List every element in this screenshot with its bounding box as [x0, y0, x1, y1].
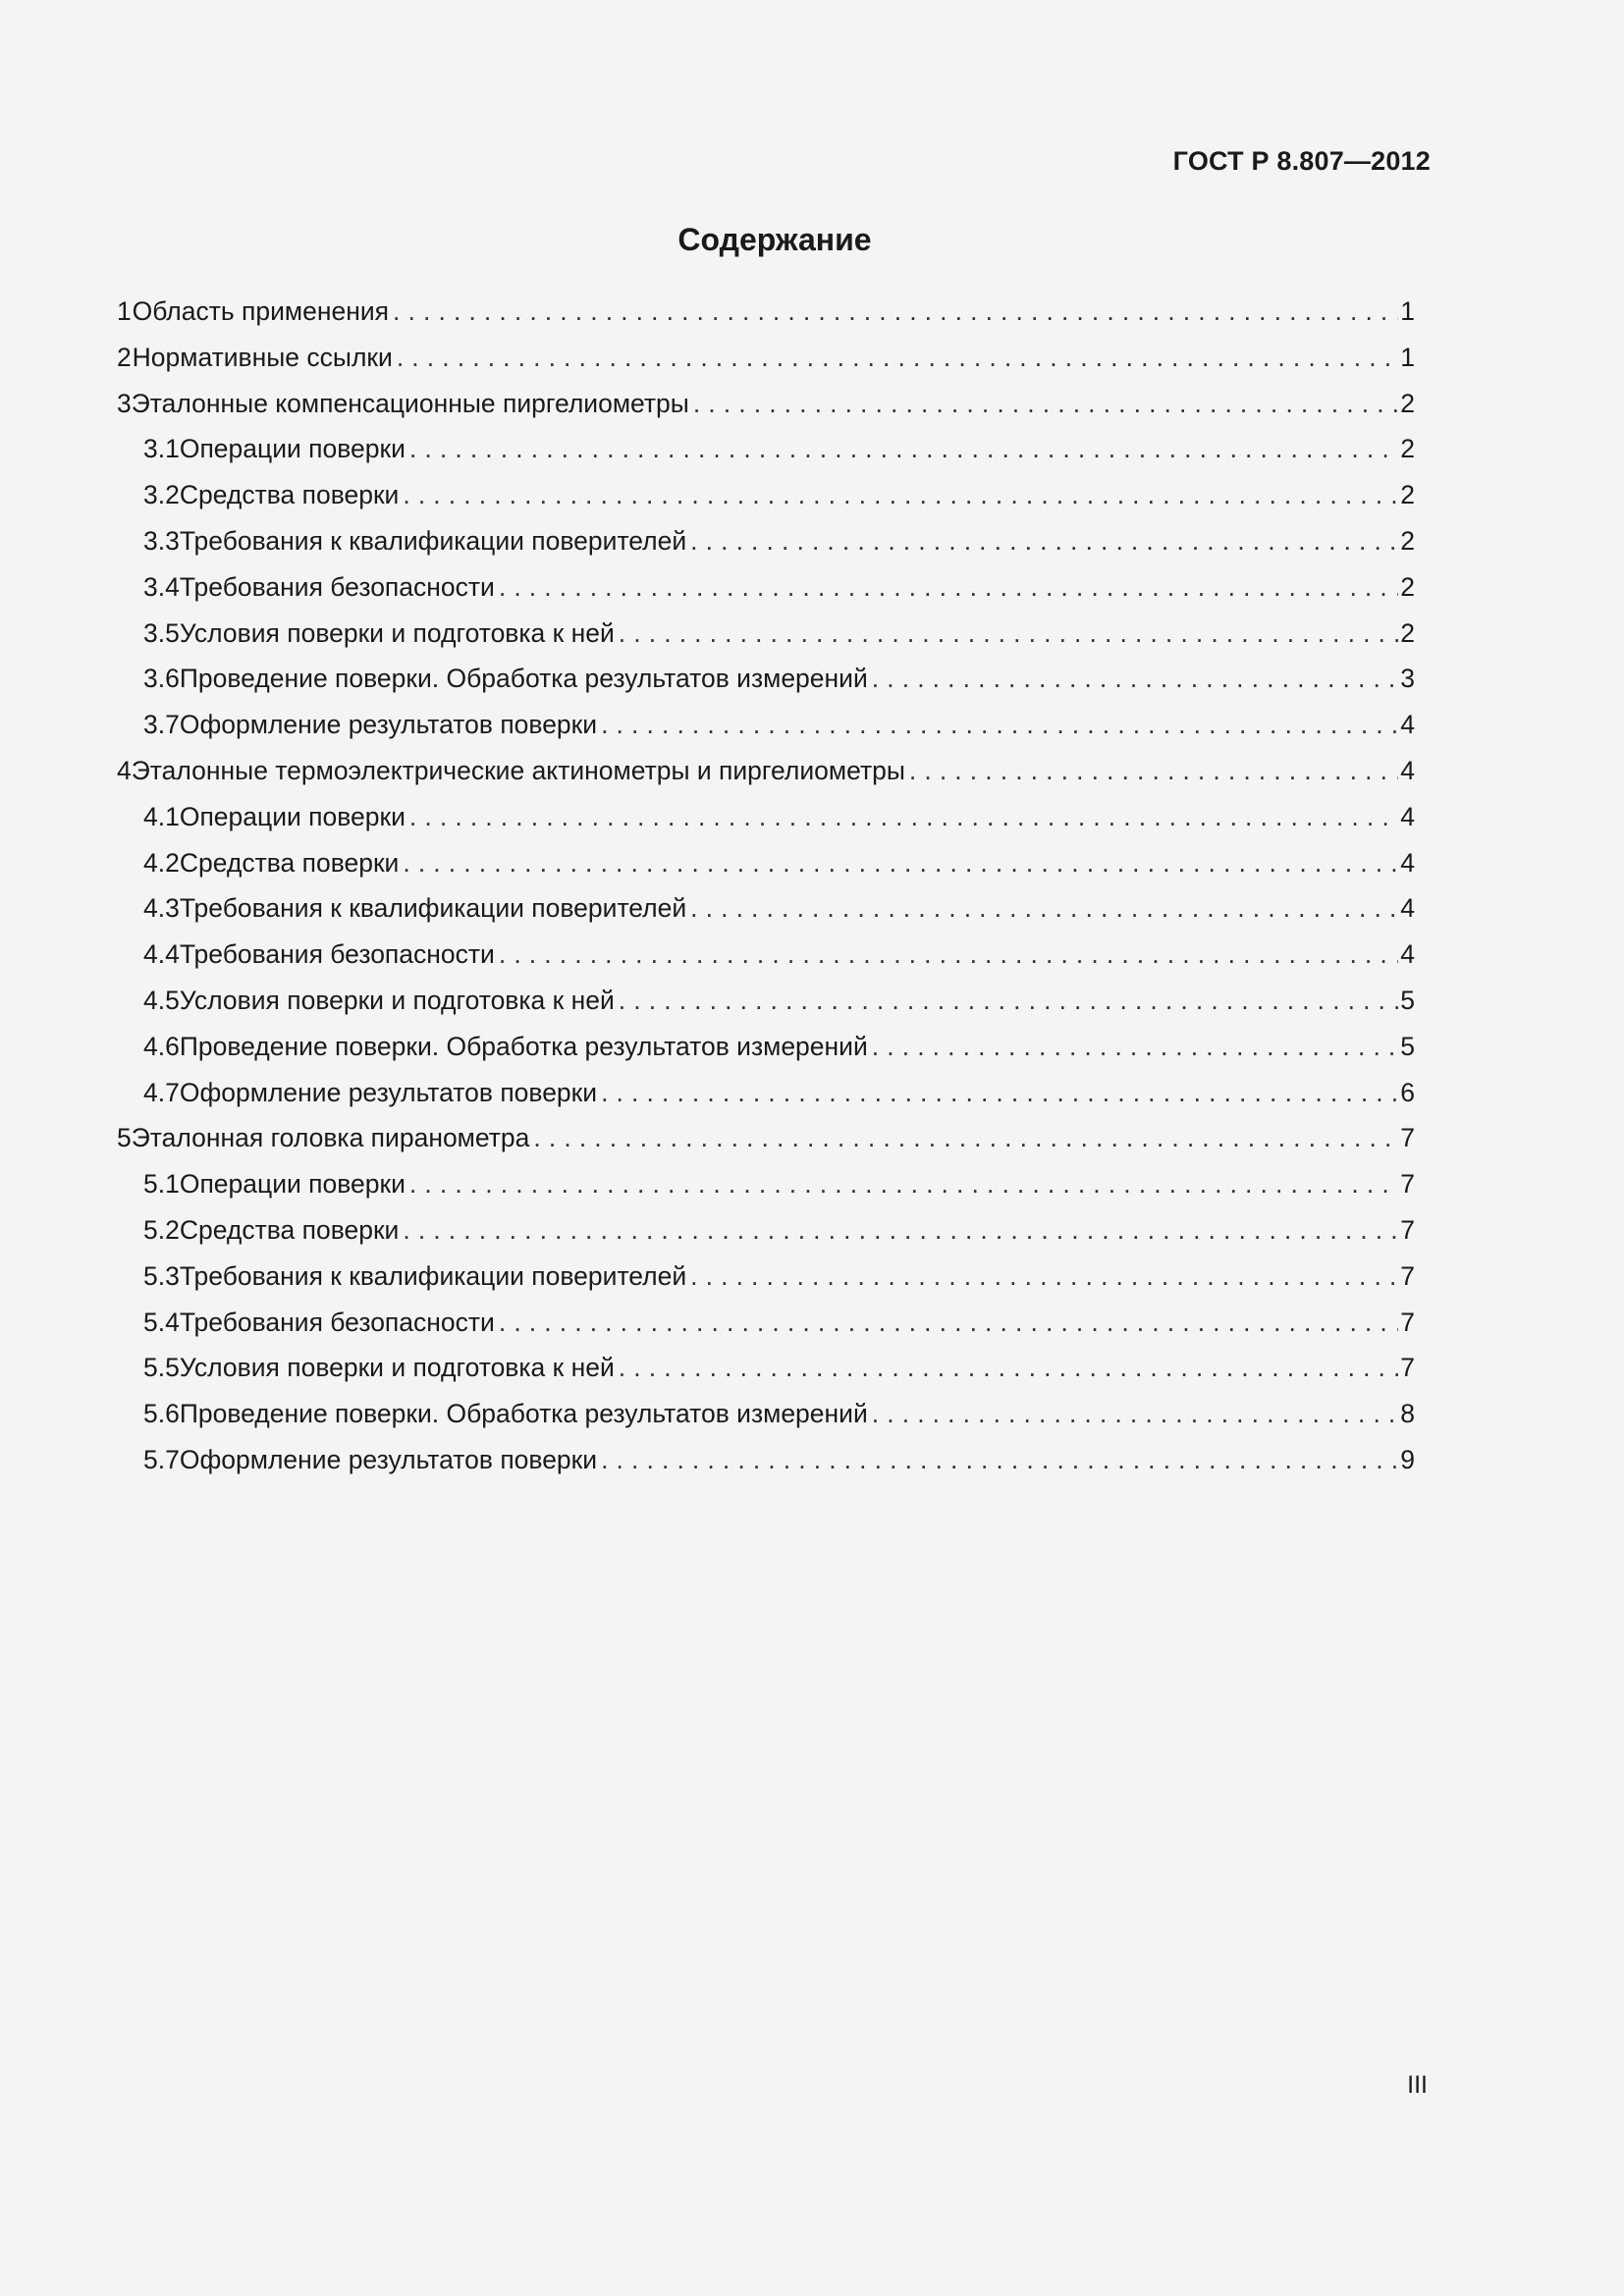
toc-entry-page: 2: [1400, 525, 1415, 556]
toc-entry-number: 5.7: [143, 1444, 180, 1474]
toc-entry[interactable]: [117, 480, 1415, 526]
toc-entry-page: 2: [1400, 571, 1415, 602]
toc-entry[interactable]: [117, 756, 1415, 802]
toc-entry[interactable]: [117, 618, 1415, 665]
toc-dot-leader: [406, 434, 1398, 464]
toc-dot-leader: [597, 710, 1398, 740]
toc-dot-leader: [868, 664, 1398, 694]
toc-entry-title: Оформление результатов поверки: [179, 1444, 598, 1474]
toc-entry[interactable]: [117, 893, 1415, 939]
toc-dot-leader: [686, 1261, 1398, 1292]
toc-dot-leader: [597, 1445, 1398, 1475]
toc-entry-title: Проведение поверки. Обработка результатов измерений: [179, 1399, 868, 1429]
toc-entry-number: 3.2: [143, 480, 180, 510]
toc-entry-number: 5.6: [143, 1399, 180, 1429]
toc-entry-page: 1: [1400, 296, 1415, 326]
toc-entry-title: Условия поверки и подготовка к ней: [179, 985, 615, 1015]
toc-entry-title: Средства поверки: [179, 1214, 400, 1245]
toc-entry-number: 2: [117, 342, 132, 372]
toc-entry-title: Требования к квалификации поверителей: [179, 525, 687, 556]
toc-entry[interactable]: [117, 389, 1415, 435]
toc-entry-title: Требования безопасности: [179, 571, 495, 602]
toc-entry-number: 5.3: [143, 1260, 180, 1291]
toc-entry[interactable]: [117, 1032, 1415, 1078]
toc-entry-page: 8: [1400, 1399, 1415, 1429]
toc-entry-number: 3.6: [143, 664, 180, 694]
toc-entry[interactable]: [117, 664, 1415, 710]
toc-entry-page: 7: [1400, 1353, 1415, 1383]
toc-entry[interactable]: [117, 1215, 1415, 1261]
toc-dot-leader: [689, 389, 1398, 419]
toc-dot-leader: [389, 296, 1398, 327]
toc-entry-title: Требования безопасности: [179, 939, 495, 970]
toc-entry-page: 2: [1400, 388, 1415, 418]
toc-entry-number: 5.1: [143, 1169, 180, 1200]
toc-entry-title: Операции поверки: [179, 801, 406, 831]
toc-title: Содержание: [677, 222, 872, 257]
toc-entry-page: 2: [1400, 617, 1415, 648]
toc-entry-title: Эталонная головка пиранометра: [131, 1123, 530, 1153]
toc-dot-leader: [399, 1215, 1398, 1246]
toc-entry-title: Нормативные ссылки: [132, 342, 393, 372]
toc-entry-page: 6: [1400, 1077, 1415, 1107]
toc-entry[interactable]: [117, 1399, 1415, 1445]
toc-entry[interactable]: [117, 848, 1415, 894]
toc-entry-number: 4.1: [143, 801, 180, 831]
toc-entry-title: Эталонные компенсационные пиргелиометры: [131, 388, 689, 418]
toc-dot-leader: [495, 939, 1398, 970]
page-number: III: [1407, 2071, 1428, 2099]
toc-dot-leader: [615, 986, 1398, 1016]
toc-entry-number: 5.2: [143, 1214, 180, 1245]
toc-dot-leader: [529, 1123, 1398, 1153]
toc-entry-number: 3.5: [143, 617, 180, 648]
toc-entry-number: 1: [117, 296, 132, 326]
toc-entry-number: 3: [117, 388, 132, 418]
toc-entry[interactable]: [117, 1445, 1415, 1491]
toc-entry[interactable]: [117, 1123, 1415, 1169]
toc-entry[interactable]: [117, 939, 1415, 986]
toc-entry-page: 3: [1400, 664, 1415, 694]
toc-entry-title: Эталонные термоэлектрические актинометры и пиргелиометры: [131, 755, 905, 785]
toc-entry-page: 7: [1400, 1123, 1415, 1153]
toc-dot-leader: [406, 1169, 1398, 1200]
toc-dot-leader: [615, 1353, 1398, 1383]
toc-entry-number: 4.5: [143, 985, 180, 1015]
toc-dot-leader: [406, 802, 1398, 832]
toc-entry-title: Средства поверки: [179, 847, 400, 878]
toc-entry-page: 4: [1400, 801, 1415, 831]
toc-entry-number: 4: [117, 755, 132, 785]
toc-entry-number: 4.2: [143, 847, 180, 878]
toc-entry-title: Область применения: [132, 296, 390, 326]
toc-entry-title: Требования к квалификации поверителей: [179, 893, 687, 924]
toc-dot-leader: [495, 572, 1398, 603]
toc-entry-page: 4: [1400, 939, 1415, 970]
toc-entry-title: Условия поверки и подготовка к ней: [179, 1353, 615, 1383]
toc-entry-title: Средства поверки: [179, 480, 400, 510]
toc-entry-title: Операции поверки: [179, 1169, 406, 1200]
toc-entry-number: 4.3: [143, 893, 180, 924]
toc-entry[interactable]: [117, 1078, 1415, 1124]
toc-dot-leader: [615, 618, 1398, 649]
toc-entry-page: 4: [1400, 847, 1415, 878]
toc-entry-number: 3.1: [143, 434, 180, 464]
toc-entry[interactable]: [117, 1169, 1415, 1215]
toc-entry[interactable]: [117, 1308, 1415, 1354]
toc-entry[interactable]: [117, 296, 1415, 343]
toc-entry-page: 5: [1400, 985, 1415, 1015]
toc-entry-page: 2: [1400, 434, 1415, 464]
toc-entry-title: Оформление результатов поверки: [179, 1077, 598, 1107]
toc-entry-title: Проведение поверки. Обработка результатов измерений: [179, 664, 868, 694]
toc-entry-page: 9: [1400, 1444, 1415, 1474]
toc-entry-page: 7: [1400, 1214, 1415, 1245]
toc-dot-leader: [686, 526, 1398, 557]
toc-entry-number: 4.4: [143, 939, 180, 970]
toc-entry-title: Оформление результатов поверки: [179, 710, 598, 740]
toc-dot-leader: [393, 343, 1398, 373]
toc-entry-page: 4: [1400, 710, 1415, 740]
toc-dot-leader: [597, 1078, 1398, 1108]
toc-entry-page: 7: [1400, 1260, 1415, 1291]
toc-entry[interactable]: [117, 710, 1415, 756]
toc-entry[interactable]: [117, 343, 1415, 389]
toc-entry[interactable]: [117, 572, 1415, 618]
toc-dot-leader: [868, 1399, 1398, 1429]
toc-entry-title: Требования к квалификации поверителей: [179, 1260, 687, 1291]
toc-entry-number: 4.7: [143, 1077, 180, 1107]
toc-entry[interactable]: [117, 1353, 1415, 1399]
toc-dot-leader: [686, 893, 1398, 924]
document-code: ГОСТ Р 8.807—2012: [1172, 146, 1431, 176]
toc-dot-leader: [905, 756, 1398, 786]
toc-entry-number: 5: [117, 1123, 132, 1153]
toc-entry-page: 7: [1400, 1307, 1415, 1337]
toc-dot-leader: [399, 480, 1398, 510]
toc-entry-page: 5: [1400, 1031, 1415, 1061]
toc-entry[interactable]: [117, 434, 1415, 480]
toc-entry-title: Требования безопасности: [179, 1307, 495, 1337]
toc-entry-number: 3.7: [143, 710, 180, 740]
toc-entry-title: Проведение поверки. Обработка результатов измерений: [179, 1031, 868, 1061]
toc-entry-number: 4.6: [143, 1031, 180, 1061]
toc-entry-title: Операции поверки: [179, 434, 406, 464]
toc-entry-page: 4: [1400, 755, 1415, 785]
toc-dot-leader: [868, 1032, 1398, 1062]
toc-entry-number: 5.5: [143, 1353, 180, 1383]
toc-dot-leader: [399, 848, 1398, 879]
toc-entry-number: 3.4: [143, 571, 180, 602]
toc-entry-page: 7: [1400, 1169, 1415, 1200]
toc-entry-page: 2: [1400, 480, 1415, 510]
toc-entry[interactable]: [117, 986, 1415, 1032]
toc-dot-leader: [495, 1308, 1398, 1338]
toc-entry[interactable]: [117, 526, 1415, 572]
toc-entry-page: 4: [1400, 893, 1415, 924]
toc-entry[interactable]: [117, 802, 1415, 848]
toc-entry-number: 5.4: [143, 1307, 180, 1337]
toc-entry-title: Условия поверки и подготовка к ней: [179, 617, 615, 648]
table-of-contents: [117, 296, 1415, 1491]
toc-entry-number: 3.3: [143, 525, 180, 556]
toc-entry-page: 1: [1400, 342, 1415, 372]
toc-entry[interactable]: [117, 1261, 1415, 1308]
